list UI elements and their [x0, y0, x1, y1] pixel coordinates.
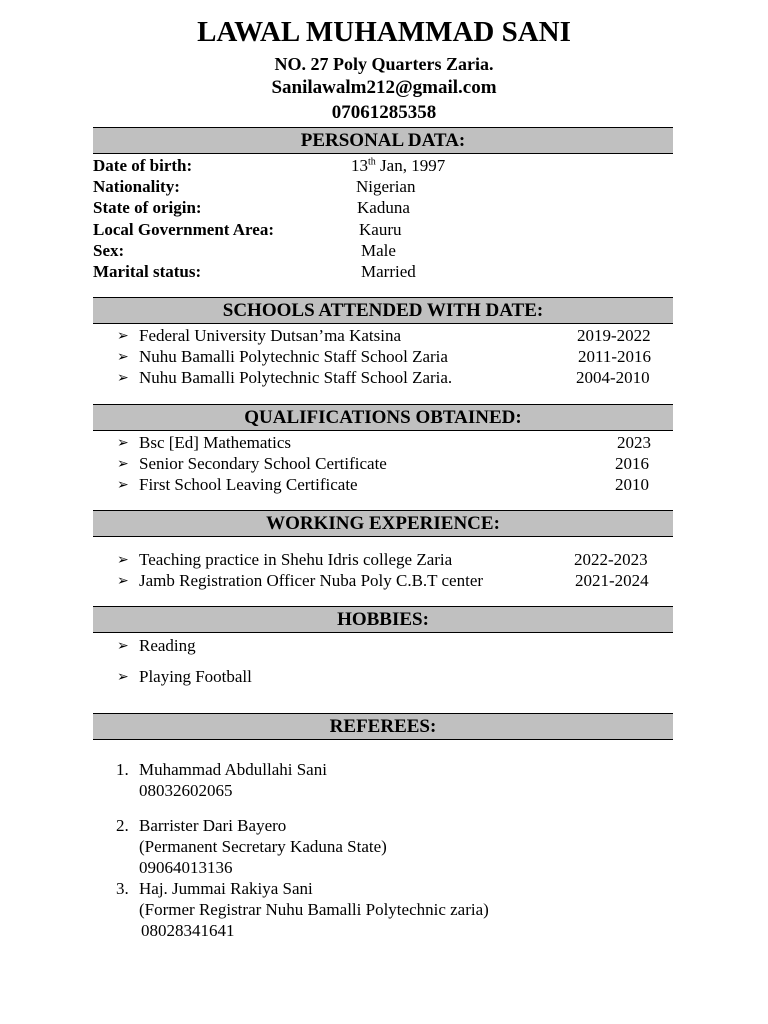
- email: Sanilawalm212@gmail.com: [271, 77, 497, 98]
- referee-number: 1.: [116, 760, 129, 779]
- referee-name: Haj. Jummai Rakiya Sani: [139, 879, 313, 898]
- referee-title: (Former Registrar Nuhu Bamalli Polytechnic zaria): [139, 900, 489, 919]
- experience-name: Teaching practice in Shehu Idris college Zaria: [139, 550, 453, 569]
- marital-value: Married: [361, 262, 416, 281]
- qualification-name: Senior Secondary School Certificate: [139, 454, 387, 473]
- referee-number: 2.: [116, 816, 129, 835]
- phone-number: 07061285358: [331, 102, 437, 123]
- school-name: Nuhu Bamalli Polytechnic Staff School Zaria: [139, 347, 448, 366]
- hobby-item: Reading: [139, 636, 196, 655]
- dob-suffix: th: [368, 156, 376, 168]
- bullet-arrow-icon: ➢: [117, 350, 129, 365]
- referee-title: (Permanent Secretary Kaduna State): [139, 837, 387, 856]
- bullet-arrow-icon: ➢: [117, 670, 129, 685]
- qualifications-heading: QUALIFICATIONS OBTAINED:: [93, 404, 673, 431]
- referee-phone: 08028341641: [141, 921, 235, 940]
- bullet-arrow-icon: ➢: [117, 329, 129, 344]
- bullet-arrow-icon: ➢: [117, 371, 129, 386]
- state-label: State of origin:: [93, 198, 202, 217]
- bullet-arrow-icon: ➢: [117, 457, 129, 472]
- referee-phone: 08032602065: [139, 781, 233, 800]
- school-name: Nuhu Bamalli Polytechnic Staff School Zaria.: [139, 368, 453, 387]
- referees-heading: REFEREES:: [93, 713, 673, 740]
- lga-label: Local Government Area:: [93, 220, 274, 239]
- school-date: 2019-2022: [577, 326, 651, 345]
- qualification-year: 2023: [617, 433, 651, 452]
- lga-value: Kauru: [359, 220, 402, 239]
- school-date: 2011-2016: [578, 347, 652, 366]
- dob-value: [351, 156, 445, 176]
- referee-number: 3.: [116, 879, 129, 898]
- school-date: 2004-2010: [576, 368, 650, 387]
- referee-name: Barrister Dari Bayero: [139, 816, 287, 835]
- experience-date: 2021-2024: [575, 571, 649, 590]
- experience-heading: WORKING EXPERIENCE:: [93, 510, 673, 537]
- hobby-item: Playing Football: [139, 667, 252, 686]
- bullet-arrow-icon: ➢: [117, 553, 129, 568]
- qualification-year: 2010: [615, 475, 649, 494]
- marital-label: Marital status:: [93, 262, 202, 281]
- referee-name: Muhammad Abdullahi Sani: [139, 760, 327, 779]
- dob-day: 13: [351, 156, 368, 175]
- sex-label: Sex:: [93, 241, 125, 260]
- hobbies-heading: HOBBIES:: [93, 606, 673, 633]
- sex-value: Male: [361, 241, 396, 260]
- nationality-label: Nationality:: [93, 177, 180, 196]
- nationality-value: Nigerian: [356, 177, 416, 196]
- applicant-name: LAWAL MUHAMMAD SANI: [197, 16, 571, 48]
- schools-heading: SCHOOLS ATTENDED WITH DATE:: [93, 297, 673, 324]
- experience-name: Jamb Registration Officer Nuba Poly C.B.T center: [139, 571, 484, 590]
- bullet-arrow-icon: ➢: [117, 639, 129, 654]
- qualification-name: First School Leaving Certificate: [139, 475, 358, 494]
- personal-data-heading: PERSONAL DATA:: [93, 127, 673, 154]
- bullet-arrow-icon: ➢: [117, 478, 129, 493]
- bullet-arrow-icon: ➢: [117, 436, 129, 451]
- dob-rest: Jan, 1997: [375, 156, 446, 175]
- qualification-name: Bsc [Ed] Mathematics: [139, 433, 292, 452]
- address: NO. 27 Poly Quarters Zaria.: [274, 54, 494, 74]
- qualification-year: 2016: [615, 454, 649, 473]
- dob-label: Date of birth:: [93, 156, 193, 175]
- referee-phone: 09064013136: [139, 858, 233, 877]
- bullet-arrow-icon: ➢: [117, 574, 129, 589]
- school-name: Federal University Dutsan’ma Katsina: [139, 326, 402, 345]
- experience-date: 2022-2023: [574, 550, 648, 569]
- state-value: Kaduna: [357, 198, 410, 217]
